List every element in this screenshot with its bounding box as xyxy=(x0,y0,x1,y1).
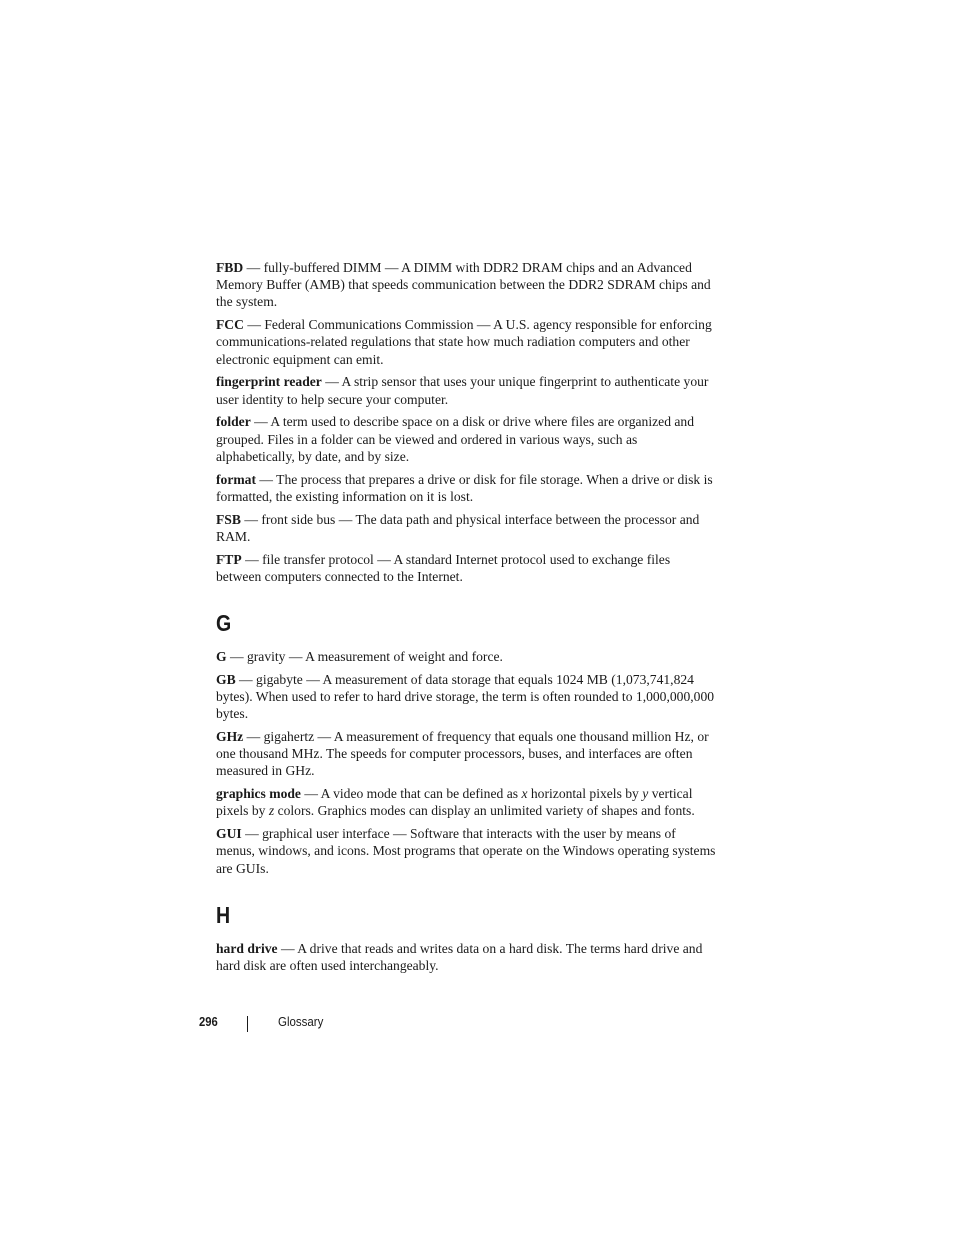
glossary-entry-format xyxy=(216,471,716,505)
page-number: 296 xyxy=(199,1015,218,1029)
definition: — file transfer protocol — A standard Internet protocol used to exchange files between computers connected to the Internet. xyxy=(216,551,671,584)
term: format xyxy=(216,471,257,487)
definition-part: horizontal pixels by xyxy=(527,786,643,802)
footer-separator xyxy=(247,1016,248,1032)
definition: — A term used to describe space on a disk or drive where files are organized and grouped. Files in a folder can be viewed and ordered in various ways, such as alphabetically, by date, and by size. xyxy=(216,414,695,464)
glossary-entry-gb xyxy=(216,671,716,723)
definition: — gigabyte — A measurement of data storage that equals 1024 MB (1,073,741,824 bytes). When used to refer to hard drive storage, the term is often rounded to 1,000,000,000 bytes. xyxy=(216,671,715,722)
glossary-entry-folder xyxy=(216,413,716,465)
definition: — gigahertz — A measurement of frequency that equals one thousand million Hz, or one thousand MHz. The speeds for computer processors, buses, and interfaces are often measured in GHz. xyxy=(216,729,709,779)
definition-part: — A video mode that can be defined as xyxy=(300,786,522,802)
definition: — Federal Communications Commission — A U.S. agency responsible for enforcing communications-related regulations that state how much radiation computers and other electronic equipment can emit. xyxy=(216,317,712,367)
definition: — gravity — A measurement of weight and force. xyxy=(226,649,503,665)
definition: — A strip sensor that uses your unique fingerprint to authenticate your user identity to help secure your computer. xyxy=(216,374,709,407)
term: FSB xyxy=(216,511,241,527)
footer-section-title: Glossary xyxy=(278,1015,324,1029)
variable-y: y xyxy=(642,786,649,802)
section-f xyxy=(216,259,716,585)
definition: — front side bus — The data path and physical interface between the processor and RAM. xyxy=(216,511,700,544)
glossary-entry-graphics-mode xyxy=(216,785,716,819)
section-h xyxy=(216,940,716,974)
definition: — The process that prepares a drive or disk for file storage. When a drive or disk is formatted, the existing information on it is lost. xyxy=(216,471,713,504)
term: GUI xyxy=(216,826,242,842)
glossary-entry-ftp xyxy=(216,551,716,585)
glossary-entry-hard-drive xyxy=(216,940,716,974)
section-heading-g: G xyxy=(216,610,232,637)
definition-part: vertical pixels by xyxy=(216,786,693,819)
term: folder xyxy=(216,414,251,430)
glossary-entry-gui xyxy=(216,825,716,877)
glossary-entry-fbd xyxy=(216,259,716,311)
definition: — A drive that reads and writes data on a hard disk. The terms hard drive and hard disk are often used interchangeably. xyxy=(216,940,703,974)
glossary-entry-g xyxy=(216,648,716,665)
term: GB xyxy=(216,671,236,687)
definition: — fully-buffered DIMM — A DIMM with DDR2 DRAM chips and an Advanced Memory Buffer (AMB) that speeds communication between the DDR2 SDRAM chips and the system. xyxy=(216,260,711,310)
glossary-content xyxy=(216,259,716,974)
definition: — graphical user interface — Software that interacts with the user by means of menus, windows, and icons. Most programs that operate on the Windows operating systems are GUIs. xyxy=(216,826,716,876)
section-g xyxy=(216,648,716,877)
term: FCC xyxy=(216,317,244,333)
glossary-entry-ghz xyxy=(216,728,716,780)
term: graphics mode xyxy=(216,786,301,802)
term: fingerprint reader xyxy=(216,374,322,390)
glossary-entry-fcc xyxy=(216,316,716,368)
term: G xyxy=(216,649,227,665)
definition-part: colors. Graphics modes can display an unlimited variety of shapes and fonts. xyxy=(274,803,695,819)
section-heading-h: H xyxy=(216,901,231,928)
term: FTP xyxy=(216,551,242,567)
variable-z: z xyxy=(268,803,275,819)
term: FBD xyxy=(216,260,244,275)
glossary-entry-fsb xyxy=(216,511,716,545)
glossary-entry-fingerprint-reader xyxy=(216,373,716,407)
variable-x: x xyxy=(521,786,528,802)
term: hard drive xyxy=(216,940,278,956)
term: GHz xyxy=(216,729,244,745)
